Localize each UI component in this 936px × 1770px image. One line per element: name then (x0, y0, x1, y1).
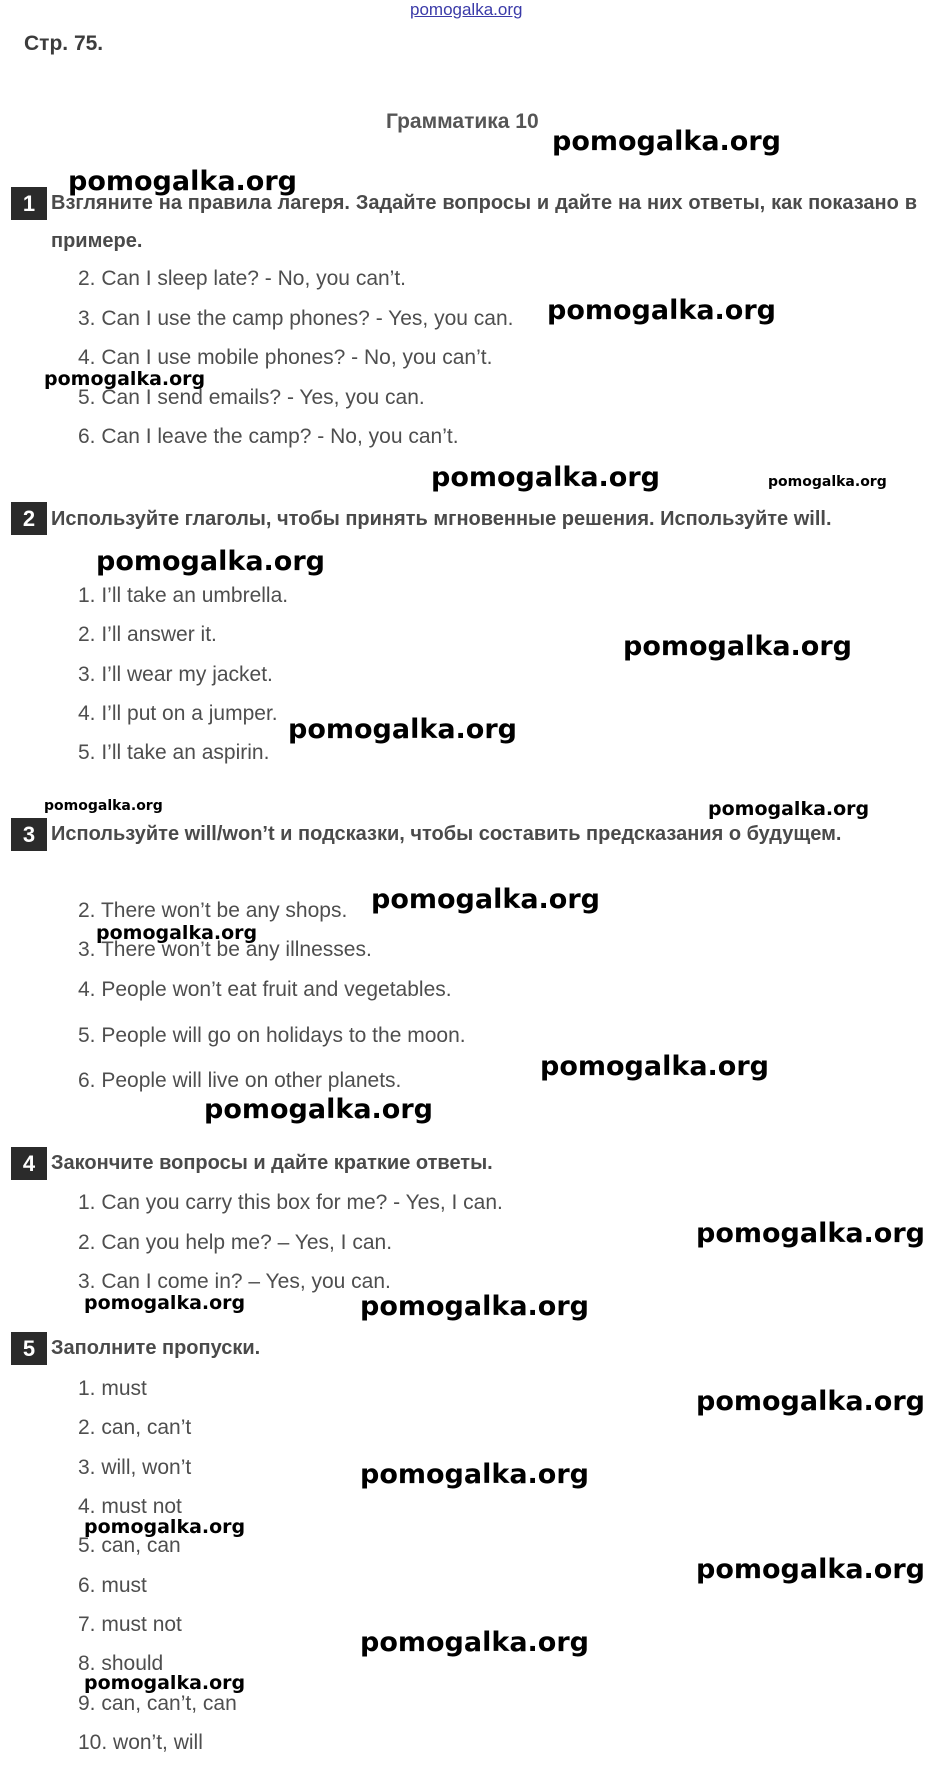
watermark: pomogalka.org (96, 922, 258, 944)
answer-line: 2. can, can’t (78, 1416, 192, 1439)
watermark: pomogalka.org (360, 1291, 589, 1322)
watermark: pomogalka.org (540, 1051, 769, 1082)
answer-line: 9. can, can’t, can (78, 1692, 237, 1715)
answer-line: 3. will, won’t (78, 1456, 192, 1479)
task-instruction-4: Закончите вопросы и дайте краткие ответы. (51, 1152, 493, 1174)
watermark: pomogalka.org (96, 546, 325, 577)
answer-line: 4. People won’t eat fruit and vegetables. (78, 978, 452, 1001)
watermark: pomogalka.org (360, 1459, 589, 1490)
watermark: pomogalka.org (431, 462, 660, 493)
task-instruction-3: Используйте will/won’t и подсказки, чтобы составить предсказания о будущем. (51, 823, 842, 845)
site-link[interactable]: pomogalka.org (410, 0, 523, 19)
answer-line: 5. can, can (78, 1534, 181, 1557)
watermark: pomogalka.org (696, 1554, 925, 1585)
watermark: pomogalka.org (84, 1672, 246, 1694)
watermark: pomogalka.org (360, 1627, 589, 1658)
answer-line: 5. Can I send emails? - Yes, you can. (78, 386, 425, 409)
task-number-1: 1 (11, 187, 47, 220)
task-instruction-2: Используйте глаголы, чтобы принять мгновенные решения. Используйте will. (51, 508, 832, 530)
task-instruction-5: Заполните пропуски. (51, 1337, 261, 1359)
task-number-4: 4 (11, 1147, 47, 1180)
watermark: pomogalka.org (696, 1218, 925, 1249)
answer-line: 1. I’ll take an umbrella. (78, 584, 289, 607)
answer-line: 4. I’ll put on a jumper. (78, 702, 278, 725)
answer-line: 6. Can I leave the camp? - No, you can’t. (78, 425, 459, 448)
watermark: pomogalka.org (371, 884, 600, 915)
watermark: pomogalka.org (623, 631, 852, 662)
watermark: pomogalka.org (708, 798, 870, 820)
task-number-2: 2 (11, 502, 47, 535)
answer-line: 3. Can I use the camp phones? - Yes, you can. (78, 307, 514, 330)
task-instruction-1: Взгляните на правила лагеря. Задайте вопросы и дайте на них ответы, как показано в примере. (51, 192, 917, 252)
answer-line: 3. Can I come in? – Yes, you can. (78, 1270, 391, 1293)
page-reference: Стр. 75. (24, 32, 104, 55)
watermark: pomogalka.org (547, 295, 776, 326)
answer-line: 4. Can I use mobile phones? - No, you can’t. (78, 346, 493, 369)
watermark: pomogalka.org (44, 798, 163, 814)
watermark: pomogalka.org (552, 126, 781, 157)
watermark: pomogalka.org (44, 368, 206, 390)
answer-line: 5. I’ll take an aspirin. (78, 741, 270, 764)
watermark: pomogalka.org (68, 166, 297, 197)
answer-line: 6. must (78, 1574, 147, 1597)
watermark: pomogalka.org (84, 1292, 246, 1314)
task-number-5: 5 (11, 1332, 47, 1365)
answer-line: 8. should (78, 1652, 164, 1675)
answer-line: 6. People will live on other planets. (78, 1069, 402, 1092)
answer-line: 3. There won’t be any illnesses. (78, 938, 372, 961)
answer-line: 7. must not (78, 1613, 182, 1636)
answer-line: 2. I’ll answer it. (78, 623, 217, 646)
page-title: Грамматика 10 (386, 110, 539, 133)
answer-line: 3. I’ll wear my jacket. (78, 663, 273, 686)
answer-line: 1. Can you carry this box for me? - Yes, I can. (78, 1191, 503, 1214)
answer-line: 10. won’t, will (78, 1731, 203, 1754)
answer-line: 2. Can you help me? – Yes, I can. (78, 1231, 393, 1254)
watermark: pomogalka.org (204, 1094, 433, 1125)
answer-line: 2. There won’t be any shops. (78, 899, 348, 922)
watermark: pomogalka.org (84, 1516, 246, 1538)
watermark: pomogalka.org (696, 1386, 925, 1417)
answer-line: 5. People will go on holidays to the moon. (78, 1024, 466, 1047)
answer-line: 1. must (78, 1377, 147, 1400)
answer-line: 4. must not (78, 1495, 182, 1518)
watermark: pomogalka.org (768, 474, 887, 490)
task-number-3: 3 (11, 818, 47, 851)
answer-line: 2. Can I sleep late? - No, you can’t. (78, 267, 407, 290)
watermark: pomogalka.org (288, 714, 517, 745)
